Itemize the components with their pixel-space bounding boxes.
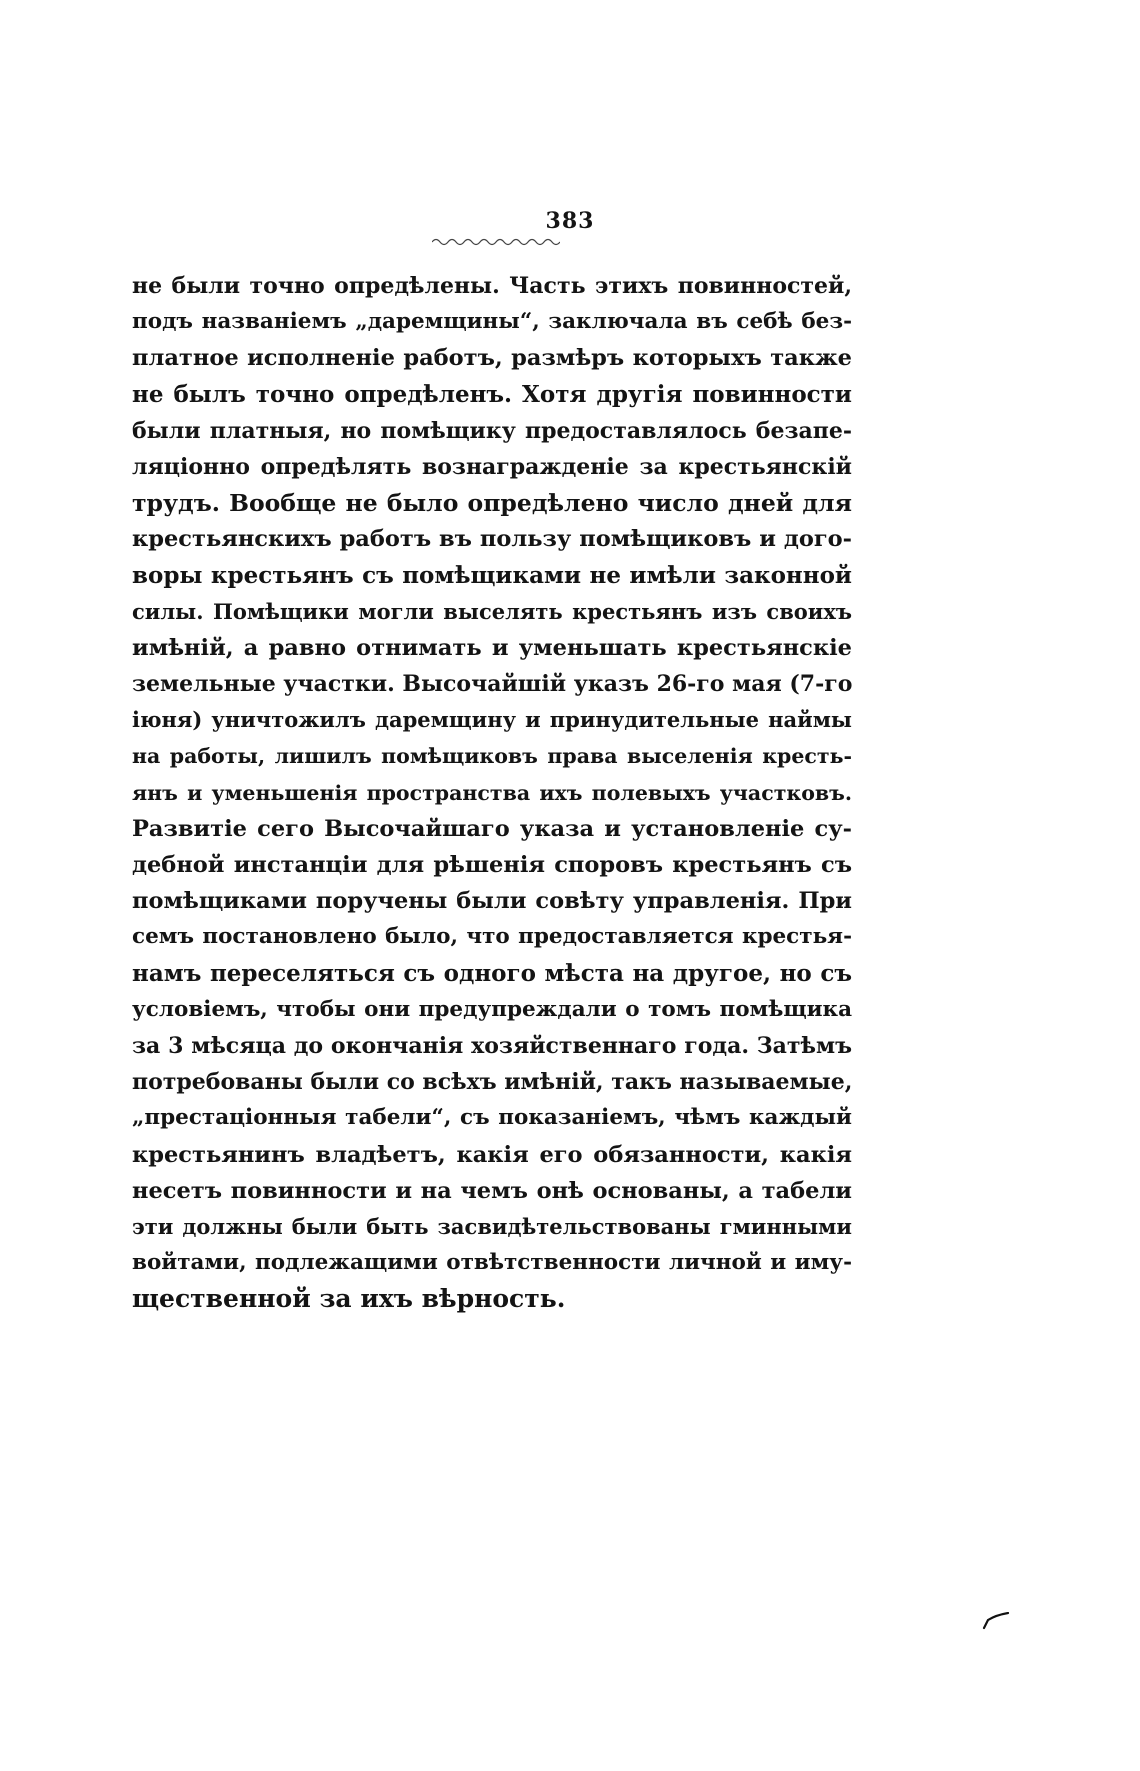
text-line: силы. Помѣщики могли выселять крестьянъ изъ своихъ xyxy=(132,598,852,624)
page-number: 383 xyxy=(545,208,595,234)
text-line: не былъ точно опредѣленъ. Хотя другія повинности xyxy=(132,380,852,408)
text-line: были платныя, но помѣщику предоставлялось безапе- xyxy=(132,417,852,444)
text-line: воры крестьянъ съ помѣщиками не имѣли законной xyxy=(132,561,852,589)
text-line: за 3 мѣсяца до окончанія хозяйственнаго года. Затѣмъ xyxy=(132,1032,852,1059)
text-line: потребованы были со всѣхъ имѣній, такъ называемые, xyxy=(132,1069,853,1096)
text-line: не были точно опредѣлены. Часть этихъ повинностей, xyxy=(132,273,852,299)
text-line: несетъ повинности и на чемъ онѣ основаны, а табели xyxy=(132,1177,852,1204)
text-line: Развитіе сего Высочайшаго указа и установленіе су- xyxy=(132,815,852,842)
text-line: крестьянинъ владѣетъ, какія его обязанности, какія xyxy=(132,1141,852,1168)
text-line: имѣній, а равно отнимать и уменьшать крестьянскіе xyxy=(132,634,852,661)
pencil-mark-icon xyxy=(982,1612,1010,1630)
text-line: щественной за ихъ вѣрность. xyxy=(132,1284,566,1314)
text-line: земельные участки. Высочайшій указъ 26-го мая (7-го xyxy=(132,671,853,698)
text-line: намъ переселяться съ одного мѣста на другое, но съ xyxy=(132,959,852,987)
text-line: дебной инстанціи для рѣшенія споровъ крестьянъ съ xyxy=(132,852,852,878)
text-line: семъ постановлено было, что предоставляется крестья- xyxy=(132,924,852,950)
wavy-rule-ornament xyxy=(432,236,560,246)
text-line: войтами, подлежащими отвѣтственности личной и иму- xyxy=(132,1250,852,1276)
text-line: янъ и уменьшенія пространства ихъ полевыхъ участковъ. xyxy=(132,780,852,805)
text-line: помѣщиками поручены были совѣту управленія. При xyxy=(132,888,852,915)
text-line: условіемъ, чтобы они предупреждали о томъ помѣщика xyxy=(132,996,852,1022)
text-line: крестьянскихъ работъ въ пользу помѣщиковъ и дого- xyxy=(132,526,852,553)
text-line: „престаціонныя табели“, съ показаніемъ, чѣмъ каждый xyxy=(132,1105,852,1131)
text-line: іюня) уничтожилъ даремщину и принудительные наймы xyxy=(132,707,852,733)
text-line: платное исполненіе работъ, размѣръ которыхъ также xyxy=(132,345,852,372)
text-line: подъ названіемъ „даремщины“, заключала въ себѣ без- xyxy=(132,309,852,335)
text-line: на работы, лишилъ помѣщиковъ права выселенія кресть- xyxy=(132,744,852,769)
text-line: ляціонно опредѣлять вознагражденіе за крестьянскій xyxy=(132,453,852,480)
body-text xyxy=(132,268,852,1317)
text-line: эти должны были быть засвидѣтельствованы гминными xyxy=(132,1213,852,1239)
text-line: трудъ. Вообще не было опредѣлено число дней для xyxy=(132,489,852,518)
